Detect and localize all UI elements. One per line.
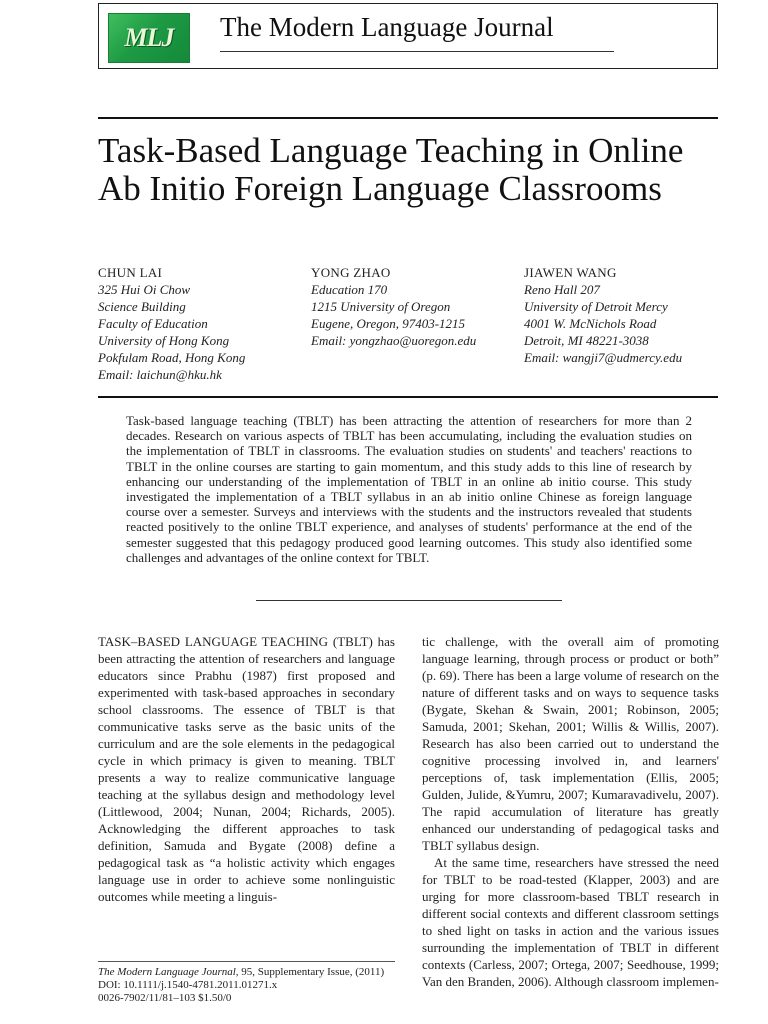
footnote-doi: DOI: 10.1111/j.1540-4781.2011.01271.x xyxy=(98,979,278,991)
footnote-issue: , 95, Supplementary Issue, (2011) xyxy=(235,966,385,978)
body-column-right xyxy=(422,633,719,990)
author-email: Email: laichun@hku.hk xyxy=(98,367,222,382)
author-address-line: Education 170 xyxy=(311,282,388,297)
author-block-1 xyxy=(98,264,245,383)
title-top-rule xyxy=(98,117,718,119)
lead-in: TASK–BASED LANGUAGE TEACHING (TBLT) xyxy=(98,634,373,649)
journal-logo xyxy=(108,13,190,63)
author-address-line: 4001 W. McNichols Road xyxy=(524,316,657,331)
body-text: has been attracting the attention of researchers and language educators since Prabhu (1987) first proposed and experimented with task-based approaches in secondary school classrooms. The essence of TBLT is that communicative tasks serve as the basic units of the curriculum and are the sole elements in the pedagogical cycle in which primacy is given to meaning. TBLT presents a way to realize communicative language teaching at the syllabus design and methodology level (Littlewood, 2004; Nunan, 2004; Richards, 2005). Acknowledging the different approaches to task definition, Samuda and Bygate (2008) define a pedagogical task as “a holistic activity which engages language use in order to achieve some nonlinguistic outcomes while meeting a linguis- xyxy=(98,634,395,904)
author-address-line: Science Building xyxy=(98,299,186,314)
abstract: Task-based language teaching (TBLT) has been attracting the attention of researchers for more than 2 decades. Research on various aspects of TBLT has been accumulating, including the evaluation studies on the implementation of TBLT in classrooms. The evaluation studies on students' and teachers' reactions to TBLT in the online courses are starting to gain momentum, and this study adds to this line of research by enhancing our understanding of the implementation of TBLT in an online ab initio course. This study investigated the implementation of a TBLT syllabus in an ab initio online Chinese as foreign language course over a semester. Surveys and interviews with the students and the instructors revealed that students reacted positively to the online TBLT experience, and analyses of students' performance at the end of the semester suggested that this pedagogy produced good learning outcomes. This study also identified some challenges and advantages of the online context for TBLT. xyxy=(126,413,692,565)
author-address-line: Faculty of Education xyxy=(98,316,208,331)
author-email: Email: wangji7@udmercy.edu xyxy=(524,350,683,365)
footnote-journal: The Modern Language Journal xyxy=(98,966,236,978)
author-address-line: University of Hong Kong xyxy=(98,333,230,348)
journal-title: The Modern Language Journal xyxy=(220,12,554,42)
author-email: Email: yongzhao@uoregon.edu xyxy=(311,333,477,348)
author-block-2 xyxy=(311,264,476,349)
author-address-line: Eugene, Oregon, 97403-1215 xyxy=(311,316,466,331)
author-name: YONG ZHAO xyxy=(311,265,391,280)
body-column-left xyxy=(98,633,395,905)
body-paragraph xyxy=(98,633,395,905)
journal-header xyxy=(98,3,718,69)
body-paragraph: At the same time, researchers have stressed the need for TBLT to be road-tested (Klapper, 2003) and are urging for more classroom-based TBLT research in different social contexts and different classroom settings to shed light on tasks in action and the various issues surrounding the implementation of TBLT in different contexts (Carless, 2007; Ortega, 2007; Seedhouse, 1999; Van den Branden, 2006). Although classroom implemen- xyxy=(422,855,719,989)
journal-title-rule xyxy=(220,51,614,52)
footnote-code: 0026-7902/11/81–103 $1.50/0 xyxy=(98,992,232,1004)
author-address-line: Detroit, MI 48221-3038 xyxy=(524,333,649,348)
body-paragraph: tic challenge, with the overall aim of promoting language learning, through process or product or both” (p. 69). There has been a large volume of research on the nature of different tasks and on ways to sequence tasks (Bygate, Skehan & Swain, 2001; Robinson, 2005; Samuda, 2001; Skehan, 2001; Willis & Willis, 2007). Research has also been carried out to understand the cognitive processing involved in, and learners' perceptions of, task implementation (Ellis, 2005; Gulden, Julide, &Yumru, 2007; Kumaravadivelu, 2007). The rapid accumulation of literature has greatly enhanced our understanding of pedagogical tasks and TBLT syllabus design. xyxy=(422,634,719,853)
author-address-line: University of Detroit Mercy xyxy=(524,299,668,314)
logo-text: MLJ xyxy=(124,23,174,52)
footnote-rule xyxy=(98,961,395,962)
author-name: JIAWEN WANG xyxy=(524,265,617,280)
author-name: CHUN LAI xyxy=(98,265,163,280)
author-address-line: Pokfulam Road, Hong Kong xyxy=(98,350,246,365)
author-address-line: 325 Hui Oi Chow xyxy=(98,282,191,297)
author-address-line: Reno Hall 207 xyxy=(524,282,600,297)
authors-bottom-rule xyxy=(98,396,718,398)
article-title: Task-Based Language Teaching in Online Ab Initio Foreign Language Classrooms xyxy=(98,131,684,208)
publication-footnote xyxy=(98,966,395,1005)
author-block-3 xyxy=(524,264,682,366)
abstract-divider xyxy=(256,600,562,601)
author-address-line: 1215 University of Oregon xyxy=(311,299,451,314)
